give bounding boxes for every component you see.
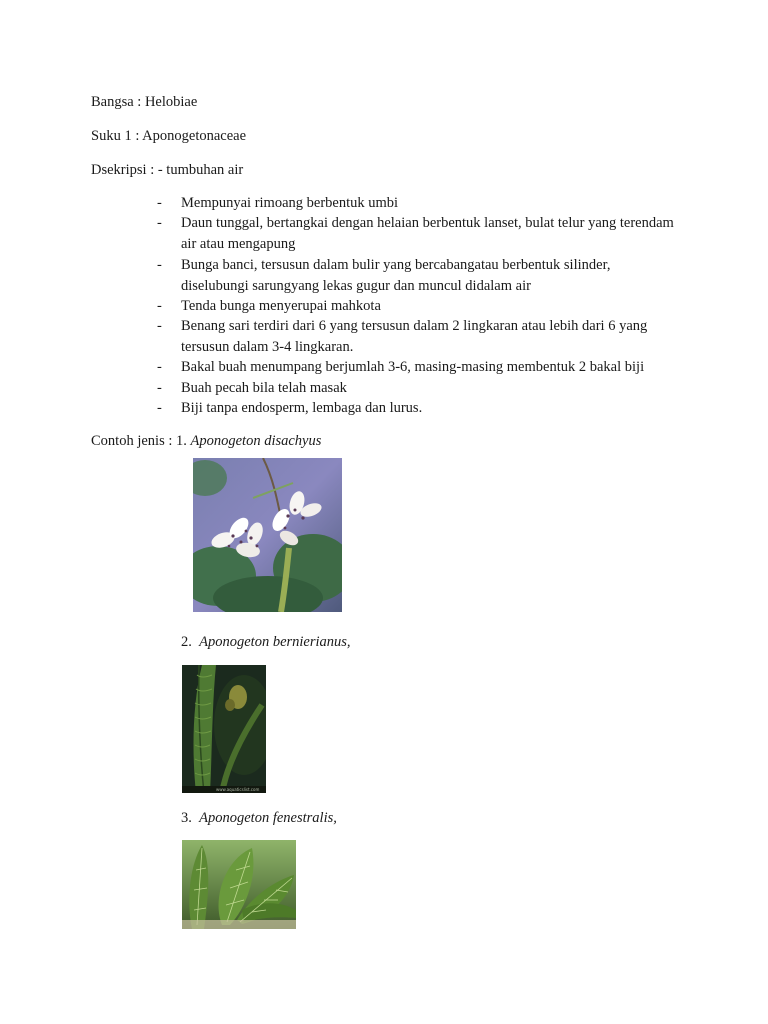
photo-aponogeton-bernierianus <box>182 665 266 793</box>
bullet-marker: - <box>157 359 162 375</box>
contoh-line <box>91 431 321 451</box>
bullet-marker: - <box>157 257 162 273</box>
list-item: Buah pecah bila telah masak <box>181 380 347 396</box>
list-item: Daun tunggal, bertangkai dengan helaian berbentuk lanset, bulat telur yang terendam air atau mengapung <box>181 215 674 252</box>
contoh-line-2 <box>181 632 351 652</box>
species-name-1: Aponogeton disachyus <box>190 433 322 449</box>
bangsa-line: Bangsa : Helobiae <box>91 94 198 110</box>
contoh-label: Contoh jenis : 1. <box>91 433 191 449</box>
photo-aponogeton-fenestralis <box>182 840 296 929</box>
list-item: Mempunyai rimoang berbentuk umbi <box>181 195 399 211</box>
list-number-3: 3. <box>181 810 192 826</box>
list-number-2: 2. <box>181 634 192 650</box>
photo-aponogeton-disachyus <box>193 458 342 612</box>
list-item: Bunga banci, tersusun dalam bulir yang bercabangatau berbentuk silinder, diselubungi sarungyang lekas gugur dan muncul didalam air <box>181 257 611 294</box>
bullet-marker: - <box>157 215 162 231</box>
list-item: Biji tanpa endosperm, lembaga dan lurus. <box>181 400 423 416</box>
bullet-marker: - <box>157 318 162 334</box>
bullet-marker: - <box>157 380 162 396</box>
species-name-3: Aponogeton fenestralis, <box>199 810 337 826</box>
species-name-2: Aponogeton bernierianus, <box>199 634 351 650</box>
bullet-marker: - <box>157 400 162 416</box>
suku-line: Suku 1 : Aponogetonaceae <box>91 128 247 144</box>
bullet-marker: - <box>157 195 162 211</box>
bullet-marker: - <box>157 298 162 314</box>
list-item: Bakal buah menumpang berjumlah 3-6, masing-masing membentuk 2 bakal biji <box>181 359 645 375</box>
deskripsi-line: Dsekripsi : - tumbuhan air <box>91 162 244 178</box>
list-item: Benang sari terdiri dari 6 yang tersusun dalam 2 lingkaran atau lebih dari 6 yang tersusun dalam 3-4 lingkaran. <box>181 318 648 355</box>
photo-watermark: www.aquaticslist.com <box>216 787 260 792</box>
list-item: Tenda bunga menyerupai mahkota <box>181 298 381 314</box>
contoh-line-3 <box>181 808 337 828</box>
